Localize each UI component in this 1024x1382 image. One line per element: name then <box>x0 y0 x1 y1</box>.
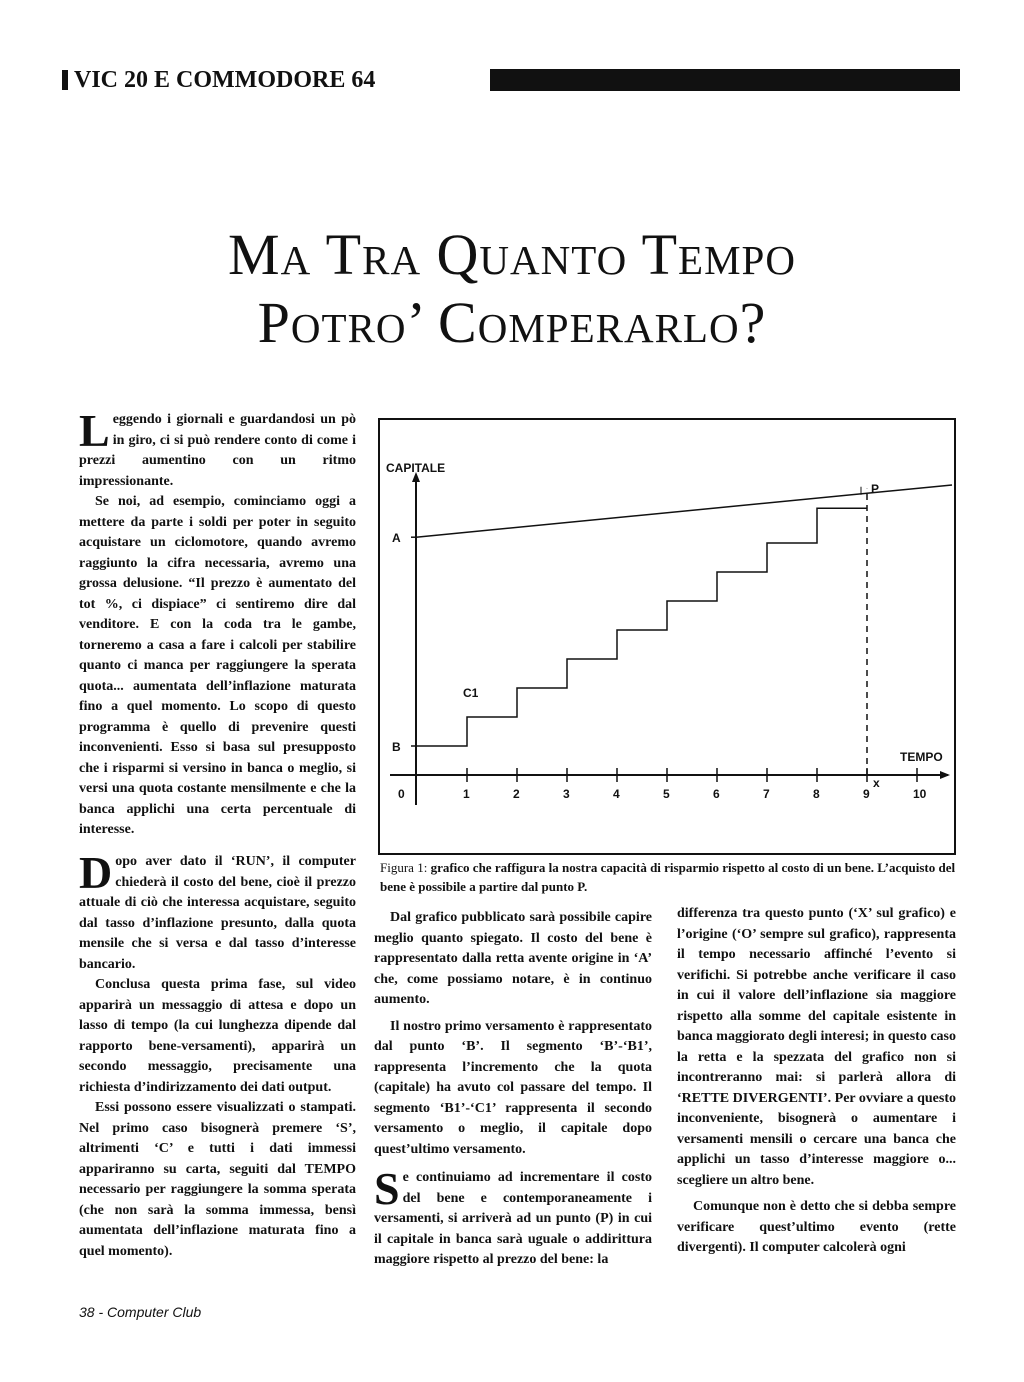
paragraph: Il nostro primo versamento è rappresentato dal punto ‘B’. Il segmento ‘B’-‘B1’, rappresenta l’incremento che la quota (capitale) ha avuto col passare del tempo. Il segmento ‘B1’-‘C1’ rappresenta il secondo versamento o meglio, il capitale dopo quest’ultimo versamento. <box>374 1018 652 1157</box>
x-tick-label: 8 <box>813 787 820 801</box>
x-tick-label: 9 <box>863 787 870 801</box>
x-tick-label: 5 <box>663 787 670 801</box>
point-label-p: P <box>871 481 880 496</box>
figure-caption <box>380 858 960 896</box>
header-mark <box>62 70 68 90</box>
column-3 <box>677 904 956 1259</box>
paragraph: Dal grafico pubblicato sarà possibile capire meglio quanto spiegato. Il costo del bene è rappresentato dalla retta avente origine in ‘A’ che, come possiamo notare, è in continuo aumento. <box>374 910 652 1007</box>
y-axis-label: CAPITALE <box>386 461 446 475</box>
x-axis-label: TEMPO <box>900 750 943 764</box>
dropcap-s: S <box>374 1163 400 1214</box>
paragraph: eggendo i giornali e guardandosi un pò in giro, ci si può rendere conto di come i prezzi aumentino con un ritmo impressionante. <box>79 412 356 489</box>
article-title-line2: Potro’ Comperarlo? <box>257 290 767 355</box>
x-axis-arrow <box>940 771 950 779</box>
paragraph: Conclusa questa prima fase, sul video apparirà un messaggio di attesa e dopo un lasso di tempo (la cui lunghezza dipende dal rapporto bene-versamenti), apparirà un secondo messaggio, precisamente una richiesta d’indirizzamento dei dati output. <box>79 977 356 1095</box>
page-footer: 38 - Computer Club <box>79 1304 202 1320</box>
header-rule <box>490 69 960 91</box>
x-tick-label: 10 <box>913 787 927 801</box>
column-2 <box>374 908 652 1271</box>
dropcap-l: L <box>79 405 110 456</box>
paragraph: differenza tra questo punto (‘X’ sul grafico) e l’origine (‘O’ sempre sul grafico), rappresenta il tempo necessario affinché l’evento si verifichi. Si potrebbe anche verificare il caso in cui il valore dell’inflazione sia maggiore rispetto alla somme del capitale esistente in banca maggiorato degli interesi; in questo caso la retta e la spezzata del grafico non si incontreranno mai: si parlerà allora di ‘RETTE DIVERGENTI’. Per ovviare a questo inconveniente, bisognerà o aumentare i versamenti mensili o cercare una banca che applichi un tasso d’interesse maggiore o... scegliere un altro bene. <box>677 906 956 1188</box>
x-tick-label: 3 <box>563 787 570 801</box>
paragraph: Essi possono essere visualizzati o stampati. Nel primo caso bisognerà premere ‘S’, altrimenti ‘C’ e tutti i dati immessi appariranno su carta, seguiti dal TEMPO necessario per raggiungere la somma sperata (che non sarà la somma immessa, bensì aumentata dell’inflazione maturata fino a quel momento). <box>79 1100 356 1259</box>
article-title-line1: Ma Tra Quanto Tempo <box>228 222 796 287</box>
x-tick-label: 7 <box>763 787 770 801</box>
caption-text: grafico che raffigura la nostra capacità di risparmio rispetto al costo di un bene. L’acquisto del bene è possibile a partire dal punto P. <box>380 860 956 894</box>
point-label-c1: C1 <box>463 686 479 700</box>
point-label-a: A <box>392 531 401 546</box>
column-1 <box>79 405 356 841</box>
paragraph: opo aver dato il ‘RUN’, il computer chiederà il costo del bene, cioè il prezzo attuale di ciò che interessa acquistare, seguito dal tasso d’inflazione presunto, dalla quota mensile che si versa e dal tasso d’interesse bancario. <box>79 854 356 972</box>
caption-label: Figura 1: <box>380 860 428 875</box>
chart-svg <box>380 420 954 853</box>
column-1-lower <box>79 847 356 1262</box>
paragraph: Comunque non è detto che si debba sempre verificare quest’ultimo evento (rette divergenti). Il computer calcolerà ogni <box>677 1199 956 1255</box>
dropcap-d: D <box>79 847 113 898</box>
paragraph-block <box>374 1163 652 1271</box>
savings-steps <box>416 508 867 746</box>
x-tick-label: 6 <box>713 787 720 801</box>
figure-chart <box>378 418 956 855</box>
x-tick-label: 4 <box>613 787 620 801</box>
point-label-b: B <box>392 740 401 754</box>
x-tick-label: 1 <box>463 787 470 801</box>
x-tick-label: 2 <box>513 787 520 801</box>
x-tick-label: 0 <box>398 787 405 801</box>
running-header <box>62 68 960 92</box>
paragraph: e continuiamo ad incrementare il costo del bene e contemporaneamente i versamenti, si arriverà ad un punto (P) in cui il capitale in banca sarà uguale o addirittura maggiore rispetto al prezzo del bene: la <box>374 1170 652 1267</box>
point-label-x: x <box>873 776 880 790</box>
paragraph: Se noi, ad esempio, cominciamo oggi a mettere da parte i soldi per poter in seguito acquistare un ciclomotore, quando avremo raggiunto la cifra necessaria, avremo una grossa delusione. “Il prezzo è aumentato del tot %, ci dispiace” ci sentiremo dire dal venditore. E con la coda tra le gambe, torneremo a casa a fare i calcoli per stabilire quanto ci manca per raggiungere la sperata quota... aumentata dell’inflazione maturata fino a quel momento. Lo scopo di questo programma è quello di prevenire questi inconvenienti. Esso si basa sul presupposto che i risparmi si versino in banca o meglio, si versi una quota costante mensilmente e che la banca applichi una certa percentuale di interesse. <box>79 494 356 837</box>
header-title: VIC 20 E COMMODORE 64 <box>74 68 379 92</box>
